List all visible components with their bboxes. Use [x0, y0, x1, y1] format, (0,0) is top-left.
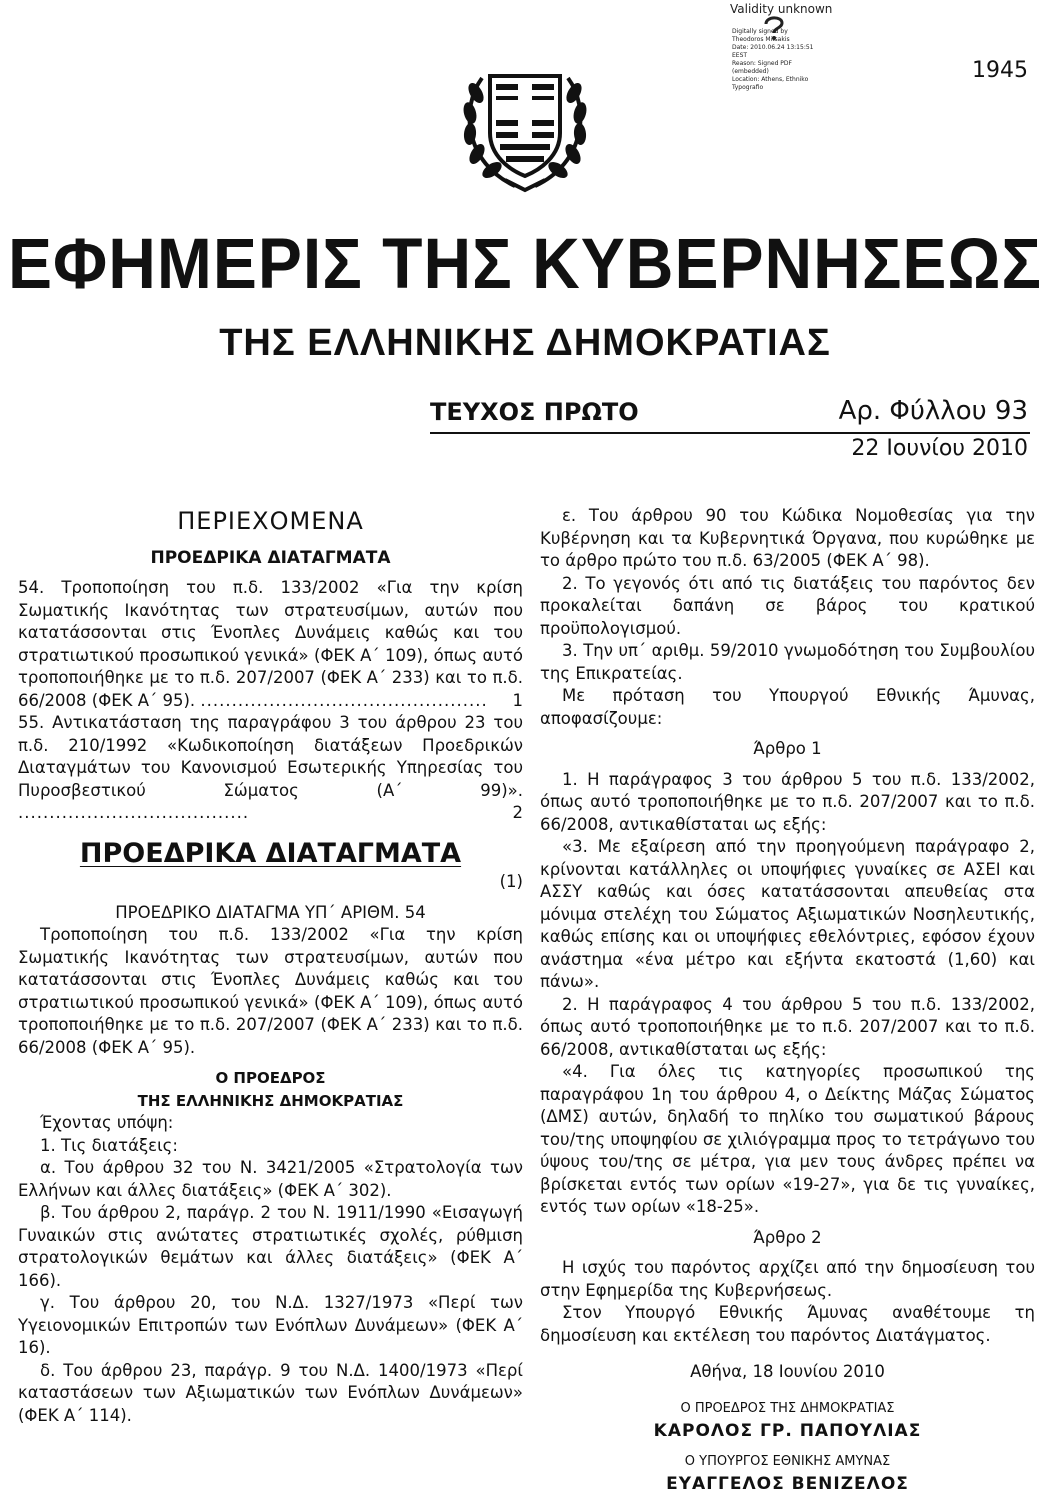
provision-a: α. Του άρθρου 32 του Ν. 3421/2005 «Στρατολογία των Ελλήνων και άλλες διατάξεις» (ΦΕΚ Α΄ 302).: [18, 1158, 523, 1200]
toc-leader: ..............................................: [200, 690, 488, 710]
having-regard: Έχοντας υπόψη:: [40, 1113, 174, 1132]
gazette-subtitle: ΤΗΣ ΕΛΛΗΝΙΚΗΣ ΔΗΜΟΚΡΑΤΙΑΣ: [219, 322, 831, 364]
footnote-marker: (1): [499, 872, 523, 891]
page-number: 1945: [972, 58, 1028, 83]
signature-line: (embedded): [732, 68, 769, 75]
article-2-para-1: Η ισχύς του παρόντος αρχίζει από την δημοσίευση του στην Εφημερίδα της Κυβερνήσεως.: [540, 1258, 1035, 1300]
decree-heading: ΠΡΟΕΔΡΙΚΟ ΔΙΑΤΑΓΜΑ ΥΠ΄ ΑΡΙΘΜ. 54: [115, 902, 426, 922]
provision-d: δ. Του άρθρου 23, παράγρ. 9 του Ν.Δ. 1400/1973 «Περί καταστάσεων των Αξιωματικών των Ενόπλων Δυνάμεων» (ΦΕΚ Α΄ 114).: [18, 1360, 523, 1425]
contents-heading: ΠΕΡΙΕΧΟΜΕΝΑ: [177, 507, 364, 535]
toc-entry-text: 54. Τροποποίηση του π.δ. 133/2002 «Για την κρίση Σωματικής Ικανότητας των στρατευσίμων, αυτών που κατατάσσονται στις Ένοπλες Δυνάμεις καθώς και του στρατιωτικού προσωπικού γενικά» (ΦΕΚ Α΄ 109), όπως αυτό τροποποιήθηκε με το π.δ. 207/2007 (ΦΕΚ Α΄ 233) και το π.δ. 66/2008 (ΦΕΚ Α΄ 95).: [18, 578, 523, 710]
provision-e: ε. Του άρθρου 90 του Κώδικα Νομοθεσίας για την Κυβέρνηση και τα Κυβερνητικά Όργανα, που κυρώθηκε με το άρθρο πρώτο του π.δ. 63/2005 (ΦΕΚ Α΄ 98).: [540, 506, 1035, 570]
president-name: ΚΑΡΟΛΟΣ ΓΡ. ΠΑΠΟΥΛΙΑΣ: [653, 1421, 922, 1441]
signature-validity-label: Validity unknown: [730, 2, 833, 16]
article-2-heading: Άρθρο 2: [753, 1227, 822, 1247]
gazette-title: ΕΦΗΜΕΡΙΣ ΤΗΣ ΚΥΒΕΡΝΗΣΕΩΣ: [8, 223, 1042, 303]
article-1-heading: Άρθρο 1: [753, 739, 822, 758]
president-heading-2: ΤΗΣ ΕΛΛΗΝΙΚΗΣ ΔΗΜΟΚΡΑΤΙΑΣ: [137, 1091, 404, 1110]
signature-details: [732, 28, 842, 92]
decrees-heading: ΠΡΟΕΔΡΙΚΑ ΔΙΑΤΑΓΜΑΤΑ: [79, 837, 462, 869]
right-column: [540, 505, 1035, 1496]
president-title: Ο ΠΡΟΕΔΡΟΣ ΤΗΣ ΔΗΜΟΚΡΑΤΙΑΣ: [680, 1400, 895, 1416]
left-column: [18, 507, 523, 1427]
article-1-quote-1: «3. Με εξαίρεση από την προηγούμενη παράγραφο 2, κρίνονται κατάλληλες οι υποψήφιες γυναίκες σε ΑΣΕΙ και ΑΣΣΥ καθώς και όσες κατατάσσονται απευθείας στα μόνιμα στελέχη του Σώματος Αξιωματικών Νοσηλευτικής, καθώς επίσης και οι υποψήφιες εθελόντριες, εφόσον έχουν ανάστημα «ένα μέτρο και εξήντα εκατοστά (1,60) και πάνω».: [540, 837, 1035, 991]
header-rule: [430, 432, 1030, 434]
article-1-para-1: 1. Η παράγραφος 3 του άρθρου 5 του π.δ. 133/2002, όπως αυτό τροποποιήθηκε με το π.δ. 207/2007 και το π.δ. 66/2008, αντικαθίσταται ως εξής:: [540, 769, 1035, 834]
provision-b: β. Του άρθρου 2, παράγρ. 2 του Ν. 1911/1990 «Εισαγωγή Γυναικών στις ανώτατες στρατιωτικές σχολές, ρύθμιση στρατολογικών θεμάτων και άλλες διατάξεις» (ΦΕΚ Α΄ 166).: [18, 1203, 523, 1290]
toc-entry[interactable]: [18, 577, 523, 712]
paragraph-2: 2. Το γεγονός ότι από τις διατάξεις του παρόντος δεν προκαλείται δαπάνη σε βάρος του κρατικού προϋπολογισμού.: [540, 573, 1035, 638]
signature-line: Theodoros Mitsakis: [732, 36, 790, 43]
toc-page: 1: [512, 690, 523, 710]
issue-date: 22 Ιουνίου 2010: [851, 436, 1028, 461]
signature-line: Reason: Signed PDF: [732, 60, 792, 67]
minister-title: Ο ΥΠΟΥΡΓΟΣ ΕΘΝΙΚΗΣ ΑΜΥΝΑΣ: [684, 1453, 891, 1469]
toc-entry[interactable]: [18, 712, 523, 825]
section-heading: ΠΡΟΕΔΡΙΚΑ ΔΙΑΤΑΓΜΑΤΑ: [150, 547, 391, 568]
toc-page: 2: [512, 803, 523, 822]
minister-name: ΕΥΑΓΓΕΛΟΣ ΒΕΝΙΖΕΛΟΣ: [666, 1474, 909, 1494]
greek-coat-of-arms-icon: [460, 48, 590, 193]
issue-label: ΤΕΥΧΟΣ ΠΡΩΤΟ: [430, 398, 639, 426]
toc-leader: .....................................: [18, 803, 250, 822]
paragraph-3: 3. Την υπ΄ αριθμ. 59/2010 γνωμοδότηση του Συμβουλίου της Επικρατείας.: [540, 641, 1035, 683]
sheet-number: Αρ. Φύλλου 93: [838, 396, 1028, 426]
president-heading: Ο ΠΡΟΕΔΡΟΣ: [215, 1069, 326, 1087]
signature-line: EEST: [732, 52, 748, 59]
signature-line: Location: Athens, Ethniko: [732, 76, 809, 83]
provision-c: γ. Του άρθρου 20, του Ν.Δ. 1327/1973 «Περί των Υγειονομικών Επιτροπών των Ενόπλων Δυνάμεων» (ΦΕΚ Α΄ 16).: [18, 1293, 523, 1357]
article-1-quote-2: «4. Για όλες τις κατηγορίες προσωπικού της παραγράφου 1η του άρθρου 4, ο Δείκτης Μάζας Σώματος (ΔΜΣ) αυτών, δηλαδή το πηλίκο του σωματικού βάρους του/της υποψηφίου σε χιλιόγραμμα προς το τετράγωνο του ύψους του/της σε μέτρα, για μεν τους άνδρες πρέπει να βρίσκεται εντός των ορίων «19-27», για δε τις γυναίκες, εντός των ορίων «18-25».: [540, 1062, 1035, 1216]
signature-line: Digitally signed by: [732, 28, 788, 35]
article-1-para-2: 2. Η παράγραφος 4 του άρθρου 5 του π.δ. 133/2002, όπως αυτό τροποποιήθηκε με το π.δ. 207/2007 και το π.δ. 66/2008, αντικαθίσταται ως εξής:: [540, 994, 1035, 1059]
proposal: Με πρόταση του Υπουργού Εθνικής Άμυνας, αποφασίζουμε:: [540, 686, 1035, 728]
toc-entry-text: 55. Αντικατάσταση της παραγράφου 3 του άρθρου 23 του π.δ. 210/1992 «Κωδικοποίηση διατάξεων Προεδρικών Διαταγμάτων του Κανονισμού Εσωτερικής Υπηρεσίας του Πυροσβεστικού Σώματος (Α΄ 99)».: [18, 713, 523, 800]
digital-signature-stamp[interactable]: [730, 2, 845, 96]
signature-line: Typografio: [732, 84, 764, 91]
article-2-para-2: Στον Υπουργό Εθνικής Άμυνας αναθέτουμε τη δημοσίευση και εκτέλεση του παρόντος Διατάγματος.: [540, 1303, 1035, 1345]
provisions-item: 1. Τις διατάξεις:: [40, 1135, 178, 1155]
signature-line: Date: 2010.06.24 13:15:51: [732, 44, 814, 51]
decree-intro: Τροποποίηση του π.δ. 133/2002 «Για την κρίση Σωματικής Ικανότητας των στρατευσίμων, αυτών που κατατάσσονται στις Ένοπλες Δυνάμεις καθώς και του στρατιωτικού προσωπικού γενικά» (ΦΕΚ Α΄ 109), όπως αυτό τροποποιήθηκε με το π.δ. 207/2007 (ΦΕΚ Α΄ 233) και το π.δ. 66/2008 (ΦΕΚ Α΄ 95).: [18, 925, 523, 1057]
place-date: Αθήνα, 18 Ιουνίου 2010: [690, 1362, 885, 1381]
